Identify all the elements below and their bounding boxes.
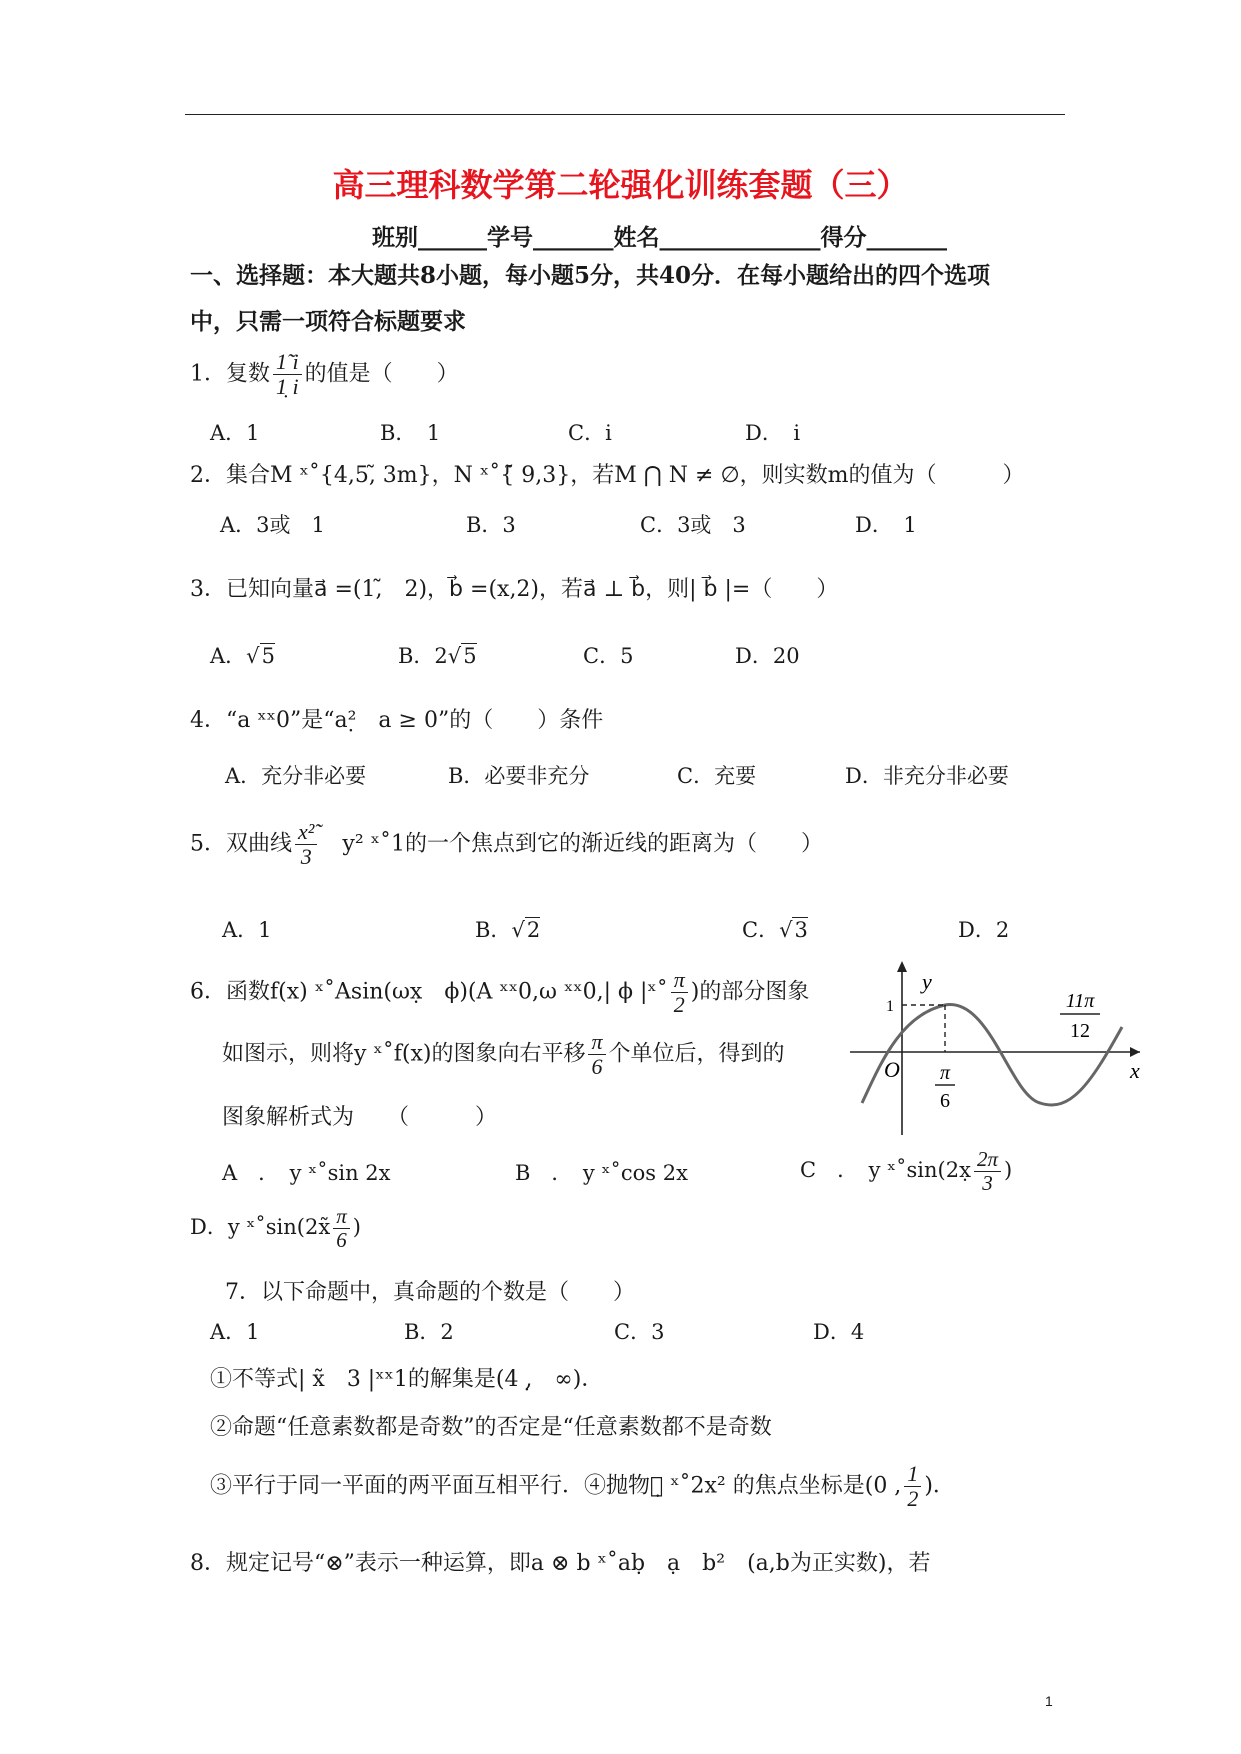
max-value-label: 1 bbox=[886, 998, 894, 1015]
q3-option-d: D．20 bbox=[735, 644, 800, 668]
pi-over-6-den: 6 bbox=[940, 1090, 950, 1112]
origin-label: O bbox=[884, 1057, 900, 1082]
q7-option-d: D．4 bbox=[813, 1320, 865, 1344]
question-6-line3: 图象解析式为 （ ） bbox=[222, 1105, 498, 1130]
y-axis-label: y bbox=[922, 969, 932, 994]
q3-option-c: C．5 bbox=[583, 644, 634, 668]
pi-over-6-num: π bbox=[939, 1062, 951, 1084]
q7-statement-3-4: ③平行于同一平面的两平面互相平行．④抛物线̣ ˣ˚2x² 的焦点坐标是(0 , $\frac{1}{2}$ )． bbox=[210, 1461, 955, 1512]
q1-option-c: C．i bbox=[568, 421, 612, 445]
q4-option-b: B．必要非充分 bbox=[448, 764, 590, 788]
q7-statement-1: ①不等式| x̃ 3 |ˣˣ1的解集是(4 ,̣ ∞)． bbox=[210, 1367, 604, 1392]
q6-option-c: C ． y ˣ˚sin(2x̣ $\frac{2\pi}{3}$ ) bbox=[800, 1147, 1013, 1196]
11pi-over-12-den: 12 bbox=[1070, 1020, 1090, 1042]
q5-option-a: A．1 bbox=[222, 918, 272, 942]
q1-option-d: D． i bbox=[745, 421, 801, 445]
q5-option-b: B．√2 bbox=[475, 918, 541, 942]
question-8: 8．规定记号“⊗”表示一种运算，即a ⊗ b ˣ˚aḅ ạ b² (a,b为正实数)，若 bbox=[190, 1551, 931, 1576]
page-number: 1 bbox=[1045, 1693, 1053, 1709]
q5-fraction: $\frac{\text{x²̃}}{3}$ bbox=[295, 820, 317, 869]
question-6-line2: 如图示，则将y ˣ˚f(x)的图象向右平移 $\frac{\pi}{6}$ 个单位后，得到的 bbox=[222, 1029, 785, 1080]
q1-option-a: A．1 bbox=[210, 421, 260, 445]
q2-option-b: B．3 bbox=[466, 513, 516, 537]
q4-option-d: D．非充分非必要 bbox=[845, 764, 1009, 788]
q7-option-c: C．3 bbox=[614, 1320, 665, 1344]
q1-fraction: $\frac{1̃ i}{1̣ i}$ bbox=[273, 350, 302, 399]
q2-option-c: C．3或 3 bbox=[640, 513, 746, 537]
q4-option-a: A．充分非必要 bbox=[225, 764, 367, 788]
q1-option-b: B． 1 bbox=[380, 421, 441, 445]
question-6-line1: 6．函数f(x) ˣ˚Asin(ωx̣ ϕ)(A ˣˣ0,ω ˣˣ0,| ϕ |ˣ˚ $\frac{\pi}{2}$ )的部分图象 bbox=[190, 967, 810, 1018]
question-3: 3．已知向量a⃗ =(1,̃ 2)，b⃗ =(x,2)，若a⃗ ⊥ b⃗，则| b⃗ |=（ ） bbox=[190, 577, 839, 602]
q6-option-b: B ． y ˣ˚cos 2x bbox=[515, 1161, 688, 1185]
q6-sine-graph bbox=[850, 955, 1150, 1145]
question-1: 1．复数 $\frac{1̃ i}{1̣ i}$ 的值是（ ） bbox=[190, 349, 459, 400]
q3-option-a: A．√5 bbox=[210, 644, 275, 668]
section-heading-line1: 一、选择题：本大题共8小题，每小题5分，共40分．在每小题给出的四个选项 bbox=[190, 262, 991, 289]
q4-option-c: C．充要 bbox=[677, 764, 757, 788]
q7-option-b: B．2 bbox=[404, 1320, 454, 1344]
q2-option-d: D． 1 bbox=[855, 513, 917, 537]
q3-option-b: B．2√5 bbox=[398, 644, 477, 668]
q2-option-a: A．3或 1 bbox=[220, 513, 325, 537]
question-7: 7．以下命题中，真命题的个数是（ ） bbox=[225, 1280, 635, 1305]
q6-option-d: D．y ˣ˚sin(2x̃ $\frac{\pi}{6}$ ) bbox=[190, 1204, 361, 1253]
q7-option-a: A．1 bbox=[210, 1320, 260, 1344]
question-5: 5．双曲线 $\frac{\text{x²̃}}{3}$ y² ˣ˚1的一个焦点到它的渐近线的距离为（ ） bbox=[190, 819, 823, 870]
y-axis-arrow bbox=[897, 961, 907, 972]
q6-option-a: A ． y ˣ˚sin 2x bbox=[222, 1161, 391, 1185]
question-2: 2．集合M ˣ˚{4,5,̃ 3m}，N ˣ˚{̃ 9,3}，若M ⋂ N ≠ ∅，则实数m的值为（ ） bbox=[190, 463, 1025, 488]
x-axis-arrow bbox=[1130, 1047, 1140, 1057]
page-title: 高三理科数学第二轮强化训练套题（三） bbox=[332, 166, 909, 204]
q5-option-c: C．√3 bbox=[742, 918, 808, 942]
section-heading-line2: 中，只需一项符合标题要求 bbox=[190, 308, 466, 335]
header-rule bbox=[185, 114, 1065, 115]
q5-option-d: D．2 bbox=[958, 918, 1010, 942]
q7-statement-2: ②命题“任意素数都是奇数”的否定是“任意素数都不是奇数 bbox=[210, 1415, 772, 1440]
student-info-line: 班别______学号_______姓名______________得分_______ bbox=[372, 224, 947, 251]
x-axis-label: x bbox=[1130, 1058, 1140, 1083]
question-4: 4．“a ˣˣ0”是“a²̣ a ≥ 0”的（ ）条件 bbox=[190, 708, 604, 733]
11pi-over-12-num: 11π bbox=[1065, 990, 1095, 1012]
